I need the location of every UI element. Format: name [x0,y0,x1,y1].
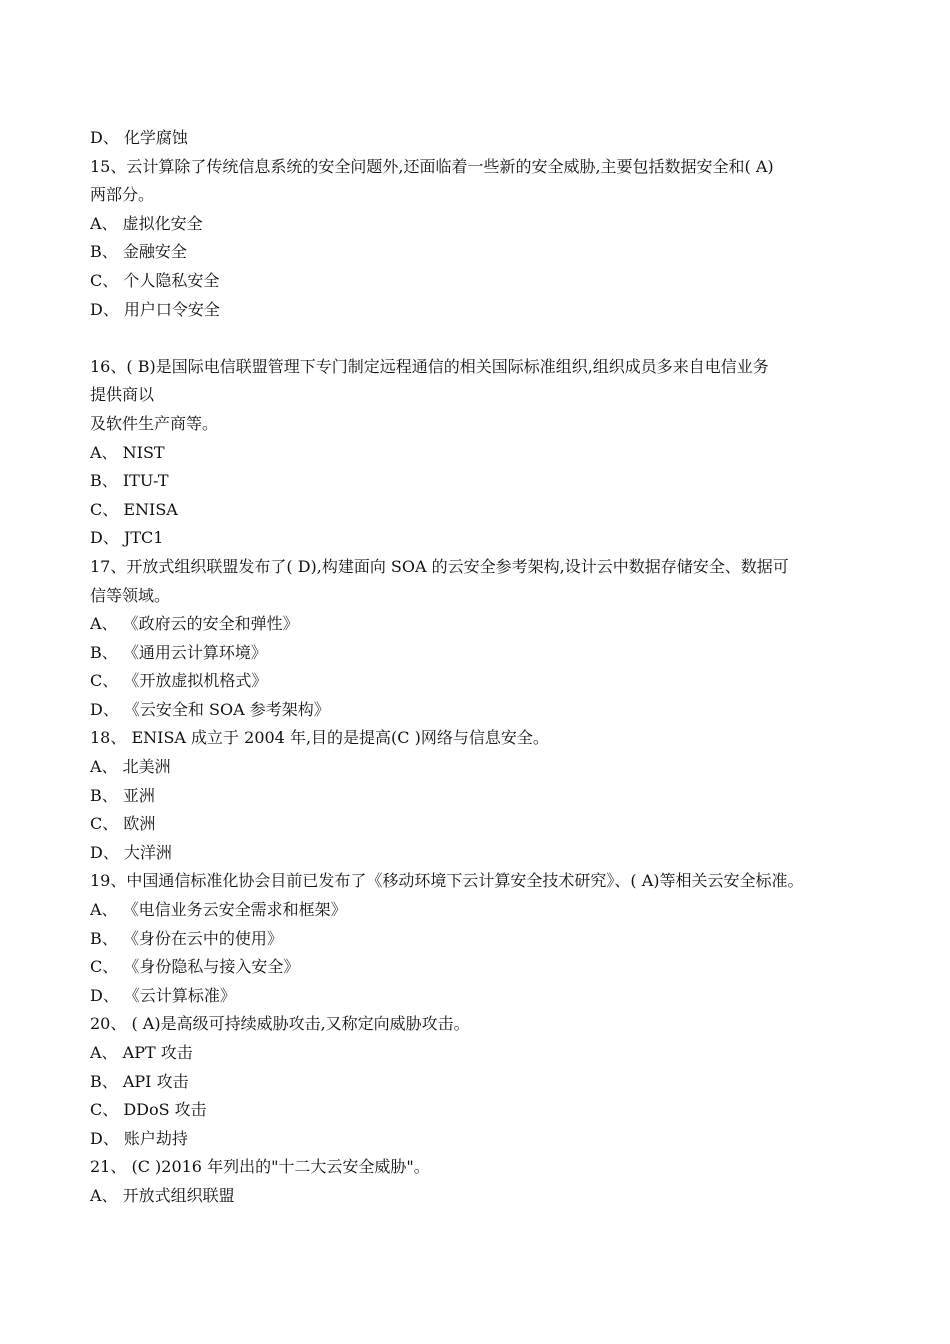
option-line: B、 金融安全 [90,242,187,262]
option-line: B、 亚洲 [90,785,155,805]
question-line: 信等领域。 [90,585,171,605]
option-line: A、 《电信业务云安全需求和框架》 [90,900,347,920]
option-line: C、 《开放虚拟机格式》 [90,671,268,691]
option-line: A、 虚拟化安全 [90,213,203,233]
option-line: A、 APT 攻击 [90,1043,193,1062]
option-line: B、 《身份在云中的使用》 [90,928,283,948]
option-line: A、 《政府云的安全和弹性》 [90,614,299,634]
question-line: 16、( B)是国际电信联盟管理下专门制定远程通信的相关国际标准组织,组织成员多来自电信业务 [90,356,769,376]
option-line: D、 化学腐蚀 [90,128,188,147]
question-line: 两部分。 [90,185,155,205]
option-line: C、 ENISA [90,499,178,519]
blank-line [90,324,870,353]
question-line: 15、云计算除了传统信息系统的安全问题外,还面临着一些新的安全威胁,主要包括数据安全和( A) [90,156,774,176]
question-line: 18、 ENISA 成立于 2004 年,目的是提高(C )网络与信息安全。 [90,728,549,748]
question-line: 20、 ( A)是高级可持续威胁攻击,又称定向威胁攻击。 [90,1014,470,1034]
option-line: A、 北美洲 [90,757,171,777]
question-line: 17、开放式组织联盟发布了( D),构建面向 SOA 的云安全参考架构,设计云中数据存储安全、数据可 [90,556,789,576]
option-line: C、 DDoS 攻击 [90,1100,207,1120]
option-line: C、 个人隐私安全 [90,270,220,290]
option-line: D、 《云安全和 SOA 参考架构》 [90,699,330,719]
option-line: C、 欧洲 [90,814,156,834]
option-line: D、 用户口令安全 [90,299,220,319]
option-line: D、 《云计算标准》 [90,985,236,1005]
option-line: A、 开放式组织联盟 [90,1185,235,1205]
option-line: D、 账户劫持 [90,1128,188,1148]
option-line: B、 《通用云计算环境》 [90,642,267,662]
option-line: D、 JTC1 [90,528,164,548]
option-line: D、 大洋洲 [90,842,172,862]
option-line: B、 ITU-T [90,471,169,491]
option-line: A、 NIST [90,442,165,462]
document-page [90,124,870,1211]
question-line: 及软件生产商等。 [90,413,219,433]
question-line: 19、中国通信标准化协会目前已发布了《移动环境下云计算安全技术研究》、( A)等相关云安全标准。 [90,871,804,891]
option-line: C、 《身份隐私与接入安全》 [90,957,300,977]
option-line: B、 API 攻击 [90,1071,189,1091]
question-line: 21、 (C )2016 年列出的"十二大云安全威胁"。 [90,1157,430,1177]
question-line: 提供商以 [90,385,155,405]
